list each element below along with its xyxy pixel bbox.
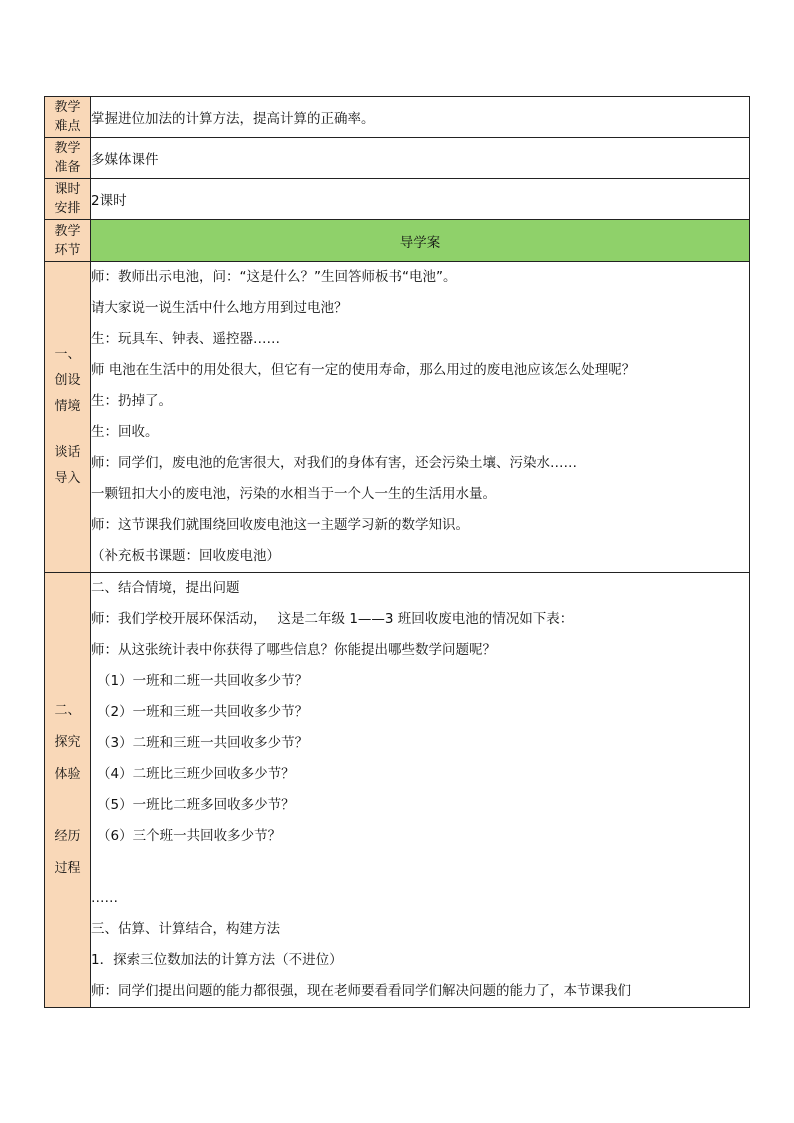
label-line: 环节 (54, 242, 81, 258)
teaching-difficulty-text: 掌握进位加法的计算方法，提高计算的正确率。 (91, 97, 750, 138)
label-line: 教学 (54, 100, 81, 115)
text-line: 二、结合情境，提出问题 (91, 580, 240, 596)
text-line: 生：玩具车、钟表、遥控器…… (91, 331, 280, 347)
question-item: （1）一班和二班一共回收多少节？ (97, 673, 309, 689)
label-line: 难点 (54, 119, 81, 134)
spacer (45, 420, 90, 440)
section-1-content (91, 262, 750, 573)
label-line: 教学 (54, 223, 81, 239)
section-label-line: 经历 (54, 829, 81, 844)
section-label-line: 谈话 (54, 445, 81, 460)
text-line: 师：教师出示电池，问：“这是什么？”生回答师板书“电池”。 (91, 269, 457, 285)
section-label-line: 过程 (54, 861, 81, 876)
text-line: 一颗钮扣大小的废电池，污染的水相当于一个人一生的生活用水量。 (91, 486, 496, 502)
text-line: 1．探索三位数加法的计算方法（不进位） (91, 952, 343, 968)
lesson-plan-table (44, 96, 750, 1008)
row-teaching-stage (45, 220, 750, 262)
section-2-label (45, 573, 91, 1008)
label-teaching-preparation (45, 138, 91, 179)
section-label-line: 探究 (54, 735, 81, 750)
row-teaching-difficulty (45, 97, 750, 138)
section-label-line: 体验 (54, 767, 81, 782)
text-line: 师：同学们，废电池的危害很大，对我们的身体有害，还会污染土壤、污染水…… (91, 455, 577, 471)
row-section-2 (45, 573, 750, 1008)
text-line: 师：我们学校开展环保活动， 这是二年级 1——3 班回收废电池的情况如下表： (91, 611, 574, 627)
label-teaching-difficulty (45, 97, 91, 138)
question-item: （5）一班比二班多回收多少节？ (97, 797, 295, 813)
label-line: 教学 (54, 141, 81, 156)
question-item: （3）二班和三班一共回收多少节？ (97, 735, 309, 751)
blank-line (91, 852, 749, 883)
text-line: 生：回收。 (91, 424, 159, 440)
section-label-line: 导入 (54, 471, 81, 486)
class-schedule-text: 2课时 (91, 179, 750, 220)
question-item: （4）二班比三班少回收多少节？ (97, 766, 295, 782)
section-label-line: 一、 (54, 347, 81, 362)
guided-learning-header: 导学案 (91, 220, 750, 262)
text-line: 师：同学们提出问题的能力都很强，现在老师要看看同学们解决问题的能力了，本节课我们 (91, 983, 631, 999)
section-1-label (45, 262, 91, 573)
section-label-line: 二、 (54, 703, 81, 718)
spacer (45, 788, 90, 824)
label-line: 准备 (54, 160, 81, 175)
text-line: 生：扔掉了。 (91, 393, 172, 409)
ellipsis-line: …… (91, 890, 118, 906)
section-2-content (91, 573, 750, 1008)
label-class-schedule (45, 179, 91, 220)
section-label-line: 创设 (54, 373, 81, 388)
row-class-schedule (45, 179, 750, 220)
text-line: （补充板书课题：回收废电池） (91, 548, 280, 564)
row-teaching-preparation (45, 138, 750, 179)
label-line: 安排 (54, 201, 81, 216)
text-line: 师：这节课我们就围绕回收废电池这一主题学习新的数学知识。 (91, 517, 469, 533)
row-section-1 (45, 262, 750, 573)
text-line: 三、估算、计算结合，构建方法 (91, 921, 280, 937)
text-line: 师：从这张统计表中你获得了哪些信息？你能提出哪些数学问题呢？ (91, 642, 496, 658)
text-line: 师 电池在生活中的用处很大，但它有一定的使用寿命，那么用过的废电池应该怎么处理呢？ (91, 362, 636, 378)
text-line: 请大家说一说生活中什么地方用到过电池？ (91, 300, 348, 316)
label-line: 课时 (54, 182, 81, 197)
teaching-preparation-text: 多媒体课件 (91, 138, 750, 179)
label-teaching-stage (45, 220, 91, 262)
question-item: （2）一班和三班一共回收多少节？ (97, 704, 309, 720)
question-item: （6）三个班一共回收多少节？ (97, 828, 282, 844)
section-label-line: 情境 (54, 399, 81, 414)
